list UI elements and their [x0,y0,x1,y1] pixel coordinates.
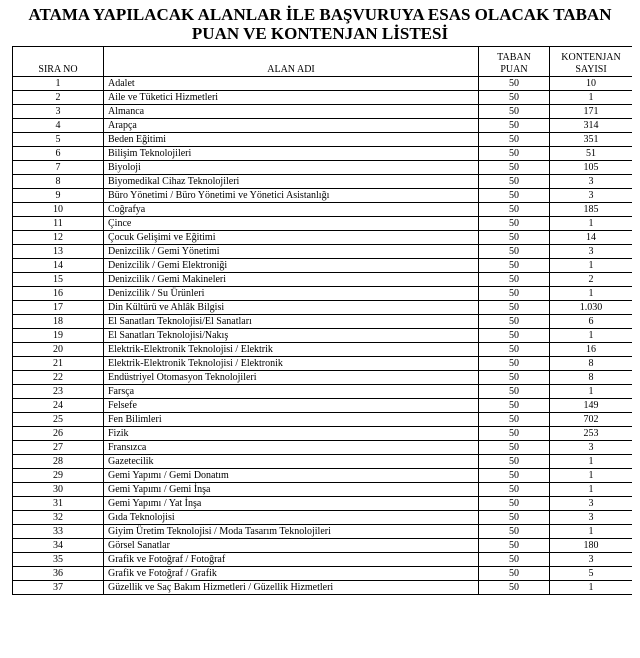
row-alan-adi: Denizcilik / Gemi Elektroniği [104,259,479,273]
row-sira-no: 19 [13,329,104,343]
row-sira-no: 34 [13,539,104,553]
table-row [13,329,633,343]
row-alan-adi: Felsefe [104,399,479,413]
row-alan-adi: Almanca [104,105,479,119]
row-sira-no: 17 [13,301,104,315]
header-taban-puan: TABAN PUAN [479,47,550,77]
row-taban-puan: 50 [479,231,550,245]
row-sira-no: 30 [13,483,104,497]
table-row [13,259,633,273]
row-sira-no: 16 [13,287,104,301]
row-kontenjan: 105 [550,161,633,175]
row-alan-adi: Denizcilik / Gemi Makineleri [104,273,479,287]
table-body [13,77,633,595]
table-row [13,91,633,105]
row-alan-adi: Biyoloji [104,161,479,175]
row-kontenjan: 1 [550,483,633,497]
quota-table [12,46,632,595]
row-kontenjan: 10 [550,77,633,91]
row-alan-adi: Arapça [104,119,479,133]
row-kontenjan: 1.030 [550,301,633,315]
table-row [13,525,633,539]
row-sira-no: 5 [13,133,104,147]
row-kontenjan: 3 [550,511,633,525]
row-kontenjan: 14 [550,231,633,245]
table-row [13,399,633,413]
row-kontenjan: 351 [550,133,633,147]
row-alan-adi: Denizcilik / Su Ürünleri [104,287,479,301]
row-taban-puan: 50 [479,245,550,259]
row-taban-puan: 50 [479,287,550,301]
row-alan-adi: Denizcilik / Gemi Yönetimi [104,245,479,259]
row-sira-no: 7 [13,161,104,175]
row-alan-adi: Elektrik-Elektronik Teknolojisi / Elektrik [104,343,479,357]
row-taban-puan: 50 [479,161,550,175]
row-alan-adi: Gemi Yapımı / Yat İnşa [104,497,479,511]
table-row [13,385,633,399]
row-kontenjan: 171 [550,105,633,119]
table-header-row [13,47,633,77]
row-sira-no: 32 [13,511,104,525]
row-sira-no: 37 [13,581,104,595]
row-kontenjan: 1 [550,217,633,231]
row-alan-adi: Gemi Yapımı / Gemi Donatım [104,469,479,483]
row-taban-puan: 50 [479,399,550,413]
table-row [13,539,633,553]
row-sira-no: 12 [13,231,104,245]
row-sira-no: 28 [13,455,104,469]
row-kontenjan: 1 [550,581,633,595]
table-row [13,581,633,595]
row-sira-no: 20 [13,343,104,357]
row-alan-adi: Çince [104,217,479,231]
row-kontenjan: 314 [550,119,633,133]
table-row [13,189,633,203]
row-alan-adi: El Sanatları Teknolojisi/El Sanatları [104,315,479,329]
row-taban-puan: 50 [479,343,550,357]
row-taban-puan: 50 [479,511,550,525]
row-sira-no: 3 [13,105,104,119]
table-row [13,175,633,189]
table-row [13,273,633,287]
row-alan-adi: Bilişim Teknolojileri [104,147,479,161]
table-row [13,133,633,147]
document-title [0,5,640,43]
table-row [13,287,633,301]
row-taban-puan: 50 [479,385,550,399]
row-alan-adi: Biyomedikal Cihaz Teknolojileri [104,175,479,189]
row-alan-adi: Din Kültürü ve Ahlâk Bilgisi [104,301,479,315]
row-alan-adi: Giyim Üretim Teknolojisi / Moda Tasarım Teknolojileri [104,525,479,539]
row-kontenjan: 3 [550,497,633,511]
table-row [13,119,633,133]
row-kontenjan: 3 [550,245,633,259]
row-taban-puan: 50 [479,483,550,497]
row-alan-adi: Farsça [104,385,479,399]
row-alan-adi: Endüstriyel Otomasyon Teknolojileri [104,371,479,385]
table-row [13,203,633,217]
row-sira-no: 35 [13,553,104,567]
quota-table-container [12,46,632,658]
row-alan-adi: Gıda Teknolojisi [104,511,479,525]
row-taban-puan: 50 [479,77,550,91]
row-kontenjan: 1 [550,525,633,539]
row-kontenjan: 1 [550,91,633,105]
table-row [13,455,633,469]
row-kontenjan: 180 [550,539,633,553]
row-taban-puan: 50 [479,259,550,273]
row-taban-puan: 50 [479,203,550,217]
row-kontenjan: 16 [550,343,633,357]
row-kontenjan: 1 [550,469,633,483]
table-row [13,497,633,511]
row-sira-no: 6 [13,147,104,161]
row-kontenjan: 3 [550,441,633,455]
row-taban-puan: 50 [479,301,550,315]
row-sira-no: 27 [13,441,104,455]
table-row [13,301,633,315]
table-row [13,105,633,119]
table-row [13,553,633,567]
row-sira-no: 26 [13,427,104,441]
row-sira-no: 10 [13,203,104,217]
row-taban-puan: 50 [479,553,550,567]
row-taban-puan: 50 [479,539,550,553]
row-sira-no: 15 [13,273,104,287]
row-alan-adi: Aile ve Tüketici Hizmetleri [104,91,479,105]
table-row [13,217,633,231]
row-kontenjan: 8 [550,371,633,385]
row-sira-no: 25 [13,413,104,427]
row-sira-no: 22 [13,371,104,385]
row-alan-adi: Büro Yönetimi / Büro Yönetimi ve Yönetici Asistanlığı [104,189,479,203]
row-kontenjan: 149 [550,399,633,413]
table-row [13,511,633,525]
table-row [13,427,633,441]
row-kontenjan: 702 [550,413,633,427]
row-sira-no: 29 [13,469,104,483]
row-kontenjan: 1 [550,259,633,273]
row-taban-puan: 50 [479,217,550,231]
row-sira-no: 21 [13,357,104,371]
row-taban-puan: 50 [479,119,550,133]
row-alan-adi: Adalet [104,77,479,91]
row-alan-adi: Grafik ve Fotoğraf / Fotoğraf [104,553,479,567]
table-row [13,469,633,483]
table-row [13,147,633,161]
row-alan-adi: Görsel Sanatlar [104,539,479,553]
row-taban-puan: 50 [479,371,550,385]
header-sira-no: SIRA NO [13,47,104,77]
row-alan-adi: El Sanatları Teknolojisi/Nakış [104,329,479,343]
row-kontenjan: 3 [550,189,633,203]
row-taban-puan: 50 [479,581,550,595]
row-sira-no: 14 [13,259,104,273]
row-alan-adi: Gazetecilik [104,455,479,469]
row-kontenjan: 6 [550,315,633,329]
row-taban-puan: 50 [479,315,550,329]
row-kontenjan: 51 [550,147,633,161]
row-taban-puan: 50 [479,133,550,147]
row-taban-puan: 50 [479,497,550,511]
row-taban-puan: 50 [479,567,550,581]
row-alan-adi: Fen Bilimleri [104,413,479,427]
row-alan-adi: Grafik ve Fotoğraf / Grafik [104,567,479,581]
row-alan-adi: Fizik [104,427,479,441]
row-taban-puan: 50 [479,91,550,105]
row-taban-puan: 50 [479,427,550,441]
title-line-1: ATAMA YAPILACAK ALANLAR İLE BAŞVURUYA ESAS OLACAK TABAN [28,5,612,24]
table-row [13,77,633,91]
row-alan-adi: Coğrafya [104,203,479,217]
row-kontenjan: 1 [550,455,633,469]
row-taban-puan: 50 [479,357,550,371]
row-taban-puan: 50 [479,105,550,119]
row-sira-no: 18 [13,315,104,329]
row-alan-adi: Gemi Yapımı / Gemi İnşa [104,483,479,497]
row-sira-no: 4 [13,119,104,133]
table-row [13,315,633,329]
table-row [13,231,633,245]
table-row [13,245,633,259]
row-taban-puan: 50 [479,525,550,539]
row-kontenjan: 2 [550,273,633,287]
table-row [13,161,633,175]
row-sira-no: 2 [13,91,104,105]
row-kontenjan: 5 [550,567,633,581]
header-alan-adi: ALAN ADI [104,47,479,77]
row-taban-puan: 50 [479,329,550,343]
row-kontenjan: 3 [550,553,633,567]
row-kontenjan: 253 [550,427,633,441]
row-sira-no: 8 [13,175,104,189]
table-row [13,371,633,385]
row-kontenjan: 1 [550,385,633,399]
row-sira-no: 1 [13,77,104,91]
row-sira-no: 24 [13,399,104,413]
table-row [13,483,633,497]
row-taban-puan: 50 [479,175,550,189]
row-sira-no: 23 [13,385,104,399]
row-alan-adi: Beden Eğitimi [104,133,479,147]
row-taban-puan: 50 [479,455,550,469]
row-sira-no: 36 [13,567,104,581]
row-kontenjan: 3 [550,175,633,189]
row-alan-adi: Güzellik ve Saç Bakım Hizmetleri / Güzellik Hizmetleri [104,581,479,595]
row-taban-puan: 50 [479,189,550,203]
row-sira-no: 9 [13,189,104,203]
table-row [13,357,633,371]
row-sira-no: 33 [13,525,104,539]
table-row [13,343,633,357]
row-alan-adi: Çocuk Gelişimi ve Eğitimi [104,231,479,245]
row-alan-adi: Fransızca [104,441,479,455]
row-sira-no: 31 [13,497,104,511]
row-taban-puan: 50 [479,441,550,455]
table-row [13,567,633,581]
header-kontenjan-sayisi: KONTENJAN SAYISI [550,47,633,77]
row-sira-no: 13 [13,245,104,259]
row-taban-puan: 50 [479,469,550,483]
row-kontenjan: 185 [550,203,633,217]
row-sira-no: 11 [13,217,104,231]
row-kontenjan: 8 [550,357,633,371]
row-taban-puan: 50 [479,147,550,161]
row-kontenjan: 1 [550,329,633,343]
table-row [13,441,633,455]
row-kontenjan: 1 [550,287,633,301]
row-taban-puan: 50 [479,413,550,427]
row-taban-puan: 50 [479,273,550,287]
title-line-2: PUAN VE KONTENJAN LİSTESİ [191,24,449,43]
table-row [13,413,633,427]
row-alan-adi: Elektrik-Elektronik Teknolojisi / Elektronik [104,357,479,371]
